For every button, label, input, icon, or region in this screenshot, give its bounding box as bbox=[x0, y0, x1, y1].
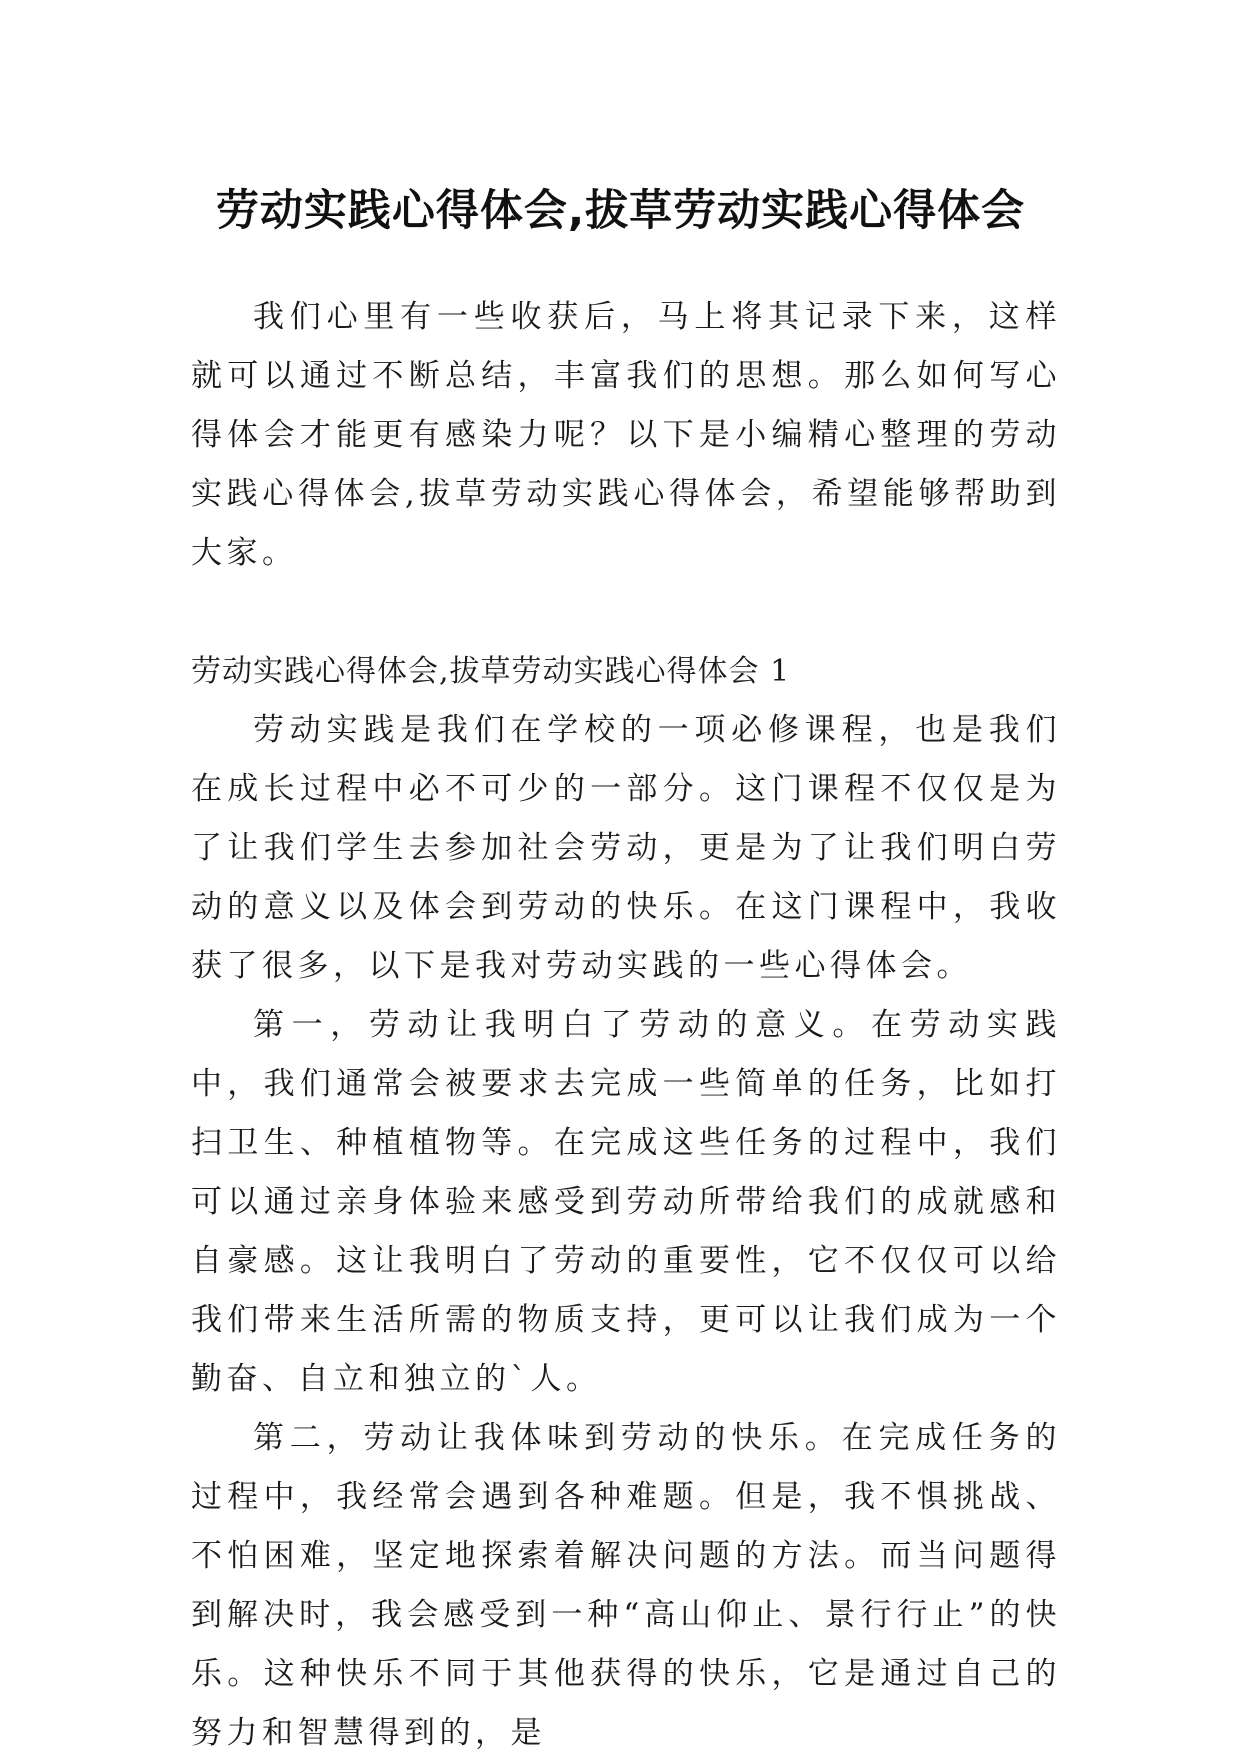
intro-paragraph: 我们心里有一些收获后，马上将其记录下来，这样就可以通过不断总结，丰富我们的思想。那么如何写心得体会才能更有感染力呢？以下是小编精心整理的劳动实践心得体会,拔草劳动实践心得体会，希望能够帮助到大家。 bbox=[191, 299, 1061, 571]
body-paragraph-3: 第二，劳动让我体味到劳动的快乐。在完成任务的过程中，我经常会遇到各种难题。但是，我不惧挑战、不怕困难，坚定地探索着解决问题的方法。而当问题得到解决时，我会感受到一种“高山仰止、景行行止”的快乐。这种快乐不同于其他获得的快乐，它是通过自己的努力和智慧得到的，是 bbox=[191, 1420, 1061, 1751]
document-body bbox=[191, 288, 1061, 1763]
document-title: 劳动实践心得体会,拔草劳动实践心得体会 bbox=[215, 185, 1026, 236]
body-paragraph-2: 第一，劳动让我明白了劳动的意义。在劳动实践中，我们通常会被要求去完成一些简单的任务，比如打扫卫生、种植植物等。在完成这些任务的过程中，我们可以通过亲身体验来感受到劳动所带给我们的成就感和自豪感。这让我明白了劳动的重要性，它不仅仅可以给我们带来生活所需的物质支持，更可以让我们成为一个勤奋、自立和独立的`人。 bbox=[191, 1007, 1061, 1397]
paragraph-spacer bbox=[191, 583, 1061, 642]
body-paragraph-1: 劳动实践是我们在学校的一项必修课程，也是我们在成长过程中必不可少的一部分。这门课程不仅仅是为了让我们学生去参加社会劳动，更是为了让我们明白劳动的意义以及体会到劳动的快乐。在这门课程中，我收获了很多，以下是我对劳动实践的一些心得体会。 bbox=[191, 712, 1061, 984]
section-heading: 劳动实践心得体会,拔草劳动实践心得体会 1 bbox=[191, 654, 791, 689]
